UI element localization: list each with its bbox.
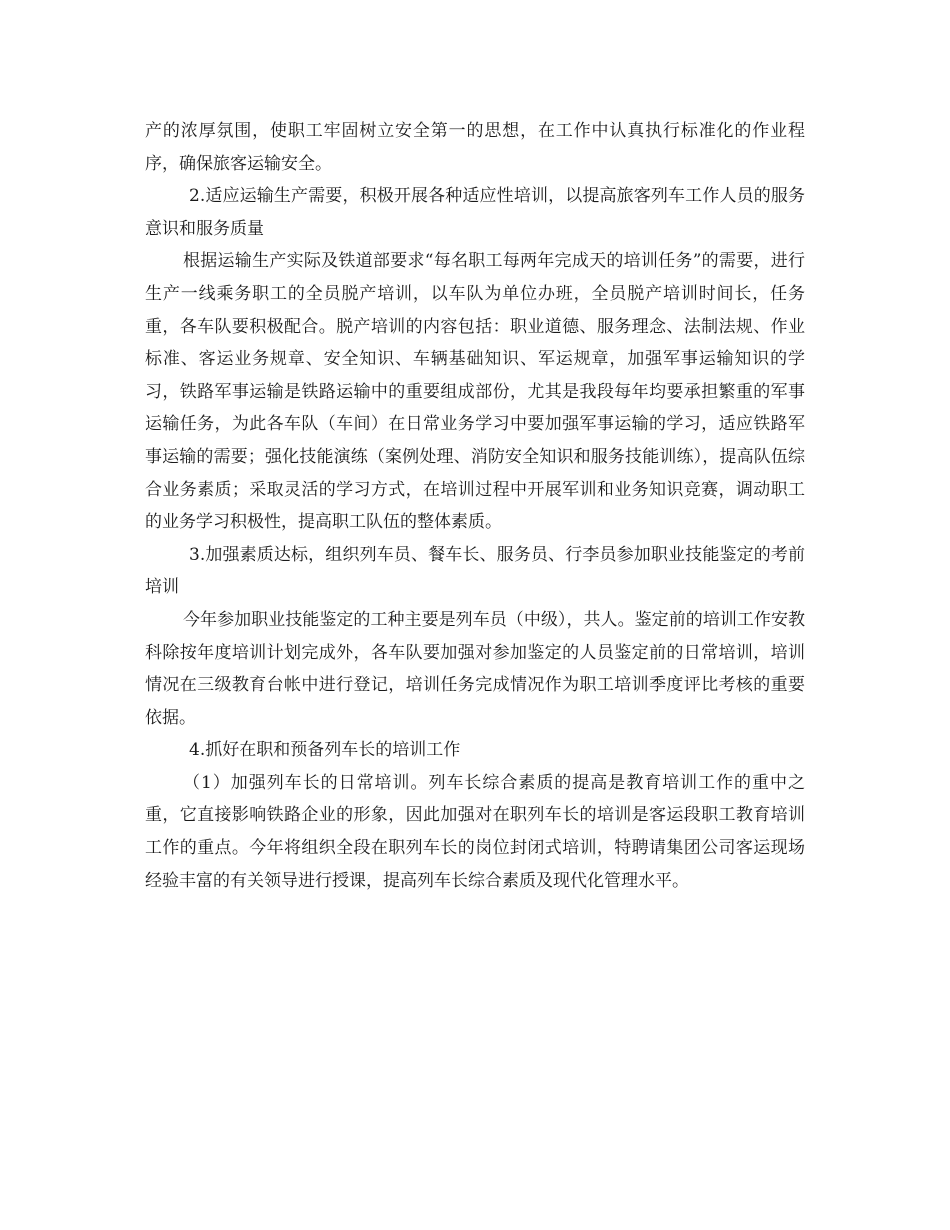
section-heading-2: 2.适应运输生产需要，积极开展各种适应性培训，以提高旅客列车工作人员的服务意识和服务质量 [145,186,805,239]
paragraph-training-content: 根据运输生产实际及铁道部要求“每名职工每两年完成天的培训任务”的需要，进行生产一线乘务职工的全员脱产培训，以车队为单位办班，全员脱产培训时间长，任务重，各车队要积极配合。脱产培训的内容包括：职业道德、服务理念、法制法规、作业标准、客运业务规章、安全知识、车辆基础知识、军运规章，加强军事运输知识的学习，铁路军事运输是铁路运输中的重要组成部份，尤其是我段每年均要承担繁重的军事运输任务，为此各车队（车间）在日常业务学习中要加强军事运输的学习，适应铁路军事运输的需要；强化技能演练（案例处理、消防安全知识和服务技能训练），提高队伍综合业务素质；采取灵活的学习方式，在培训过程中开展军训和业务知识竞赛，调动职工的业务学习积极性，提高职工队伍的整体素质。 [145,251,805,533]
paragraph-skill-appraisal: 今年参加职业技能鉴定的工种主要是列车员（中级），共人。鉴定前的培训工作安教科除按年度培训计划完成外，各车队要加强对参加鉴定的人员鉴定前的日常培训，培训情况在三级教育台帐中进行登记，培训任务完成情况作为职工培训季度评比考核的重要依据。 [145,609,805,728]
paragraph-conductor-training: （1）加强列车长的日常培训。列车长综合素质的提高是教育培训工作的重中之重，它直接影响铁路企业的形象，因此加强对在职列车长的培训是客运段职工教育培训工作的重点。今年将组织全段在职列车长的岗位封闭式培训，特聘请集团公司客运现场经验丰富的有关领导进行授课，提高列车长综合素质及现代化管理水平。 [145,772,805,891]
section-heading-3: 3.加强素质达标，组织列车员、餐车长、服务员、行李员参加职业技能鉴定的考前培训 [145,544,805,598]
document-body [145,115,805,897]
section-heading-4: 4.抓好在职和预备列车长的培训工作 [189,740,461,761]
paragraph-continued: 产的浓厚氛围，使职工牢固树立安全第一的思想，在工作中认真执行标准化的作业程序，确保旅客运输安全。 [145,121,805,174]
